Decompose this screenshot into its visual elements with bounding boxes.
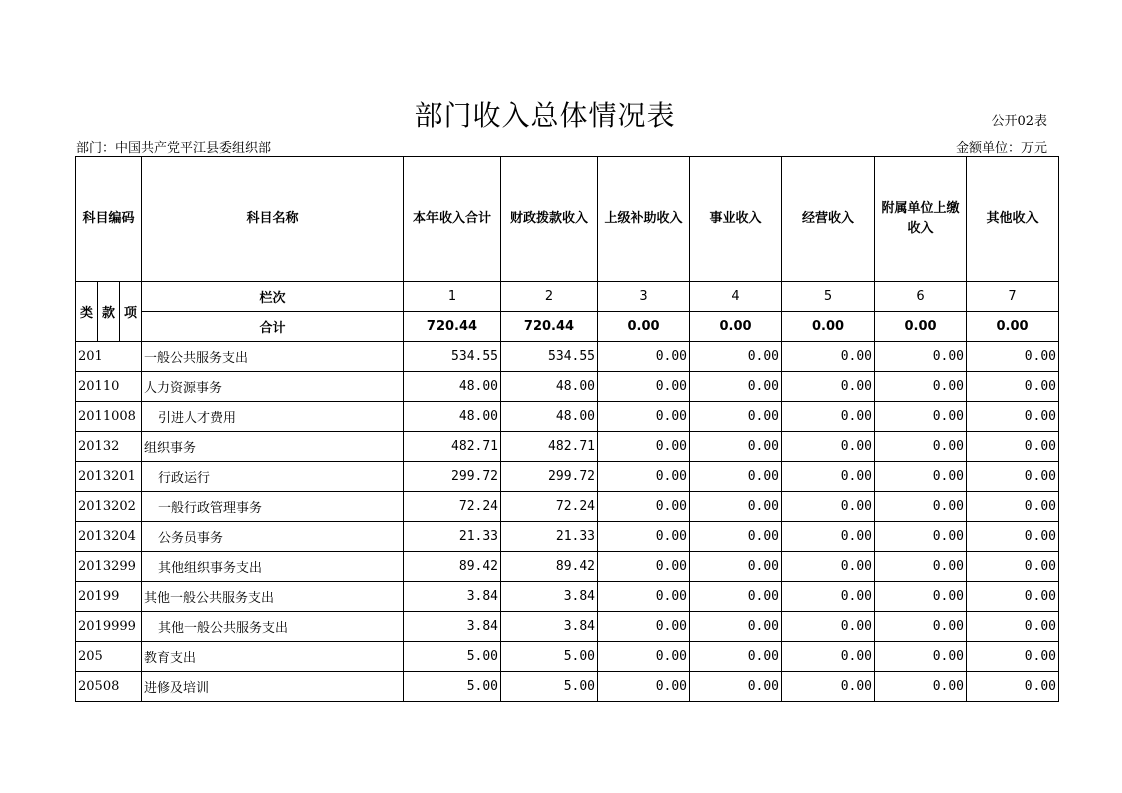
income-table bbox=[75, 156, 1059, 702]
row-value-1: 89.42 bbox=[404, 552, 501, 582]
col-num-2: 2 bbox=[501, 282, 598, 312]
row-value-6: 0.00 bbox=[875, 342, 967, 372]
row-value-7: 0.00 bbox=[967, 372, 1059, 402]
row-value-6: 0.00 bbox=[875, 612, 967, 642]
row-value-7: 0.00 bbox=[967, 342, 1059, 372]
row-name: 组织事务 bbox=[142, 432, 404, 462]
table-row bbox=[76, 402, 1059, 432]
row-value-5: 0.00 bbox=[782, 582, 875, 612]
row-value-1: 72.24 bbox=[404, 492, 501, 522]
row-value-4: 0.00 bbox=[690, 552, 782, 582]
row-code: 20199 bbox=[76, 582, 142, 612]
row-value-1: 48.00 bbox=[404, 402, 501, 432]
row-value-4: 0.00 bbox=[690, 492, 782, 522]
row-value-1: 48.00 bbox=[404, 372, 501, 402]
table-row bbox=[76, 582, 1059, 612]
row-value-7: 0.00 bbox=[967, 522, 1059, 552]
row-name: 行政运行 bbox=[142, 462, 404, 492]
row-name: 其他一般公共服务支出 bbox=[142, 612, 404, 642]
row-value-7: 0.00 bbox=[967, 552, 1059, 582]
row-value-2: 482.71 bbox=[501, 432, 598, 462]
total-value-5: 0.00 bbox=[782, 312, 875, 342]
col-num-3: 3 bbox=[598, 282, 690, 312]
row-value-3: 0.00 bbox=[598, 492, 690, 522]
row-code: 20132 bbox=[76, 432, 142, 462]
row-value-1: 482.71 bbox=[404, 432, 501, 462]
row-value-4: 0.00 bbox=[690, 432, 782, 462]
col-num-4: 4 bbox=[690, 282, 782, 312]
row-code: 2013201 bbox=[76, 462, 142, 492]
table-row bbox=[76, 552, 1059, 582]
row-value-2: 3.84 bbox=[501, 612, 598, 642]
header-xiang: 项 bbox=[120, 282, 142, 342]
header-lei: 类 bbox=[76, 282, 98, 342]
row-value-3: 0.00 bbox=[598, 642, 690, 672]
row-value-5: 0.00 bbox=[782, 402, 875, 432]
row-name: 进修及培训 bbox=[142, 672, 404, 702]
header-col-5: 经营收入 bbox=[782, 157, 875, 282]
row-value-2: 5.00 bbox=[501, 642, 598, 672]
row-value-3: 0.00 bbox=[598, 612, 690, 642]
row-value-7: 0.00 bbox=[967, 672, 1059, 702]
total-value-3: 0.00 bbox=[598, 312, 690, 342]
header-lanci: 栏次 bbox=[142, 282, 404, 312]
row-value-7: 0.00 bbox=[967, 402, 1059, 432]
table-row bbox=[76, 462, 1059, 492]
row-value-6: 0.00 bbox=[875, 522, 967, 552]
header-col-1: 本年收入合计 bbox=[404, 157, 501, 282]
total-value-1: 720.44 bbox=[404, 312, 501, 342]
header-kuan: 款 bbox=[98, 282, 120, 342]
header-col-6: 附属单位上缴收入 bbox=[875, 157, 967, 282]
total-value-7: 0.00 bbox=[967, 312, 1059, 342]
header-col-3: 上级补助收入 bbox=[598, 157, 690, 282]
row-name: 人力资源事务 bbox=[142, 372, 404, 402]
table-row bbox=[76, 672, 1059, 702]
row-value-3: 0.00 bbox=[598, 342, 690, 372]
header-col-7: 其他收入 bbox=[967, 157, 1059, 282]
row-value-4: 0.00 bbox=[690, 462, 782, 492]
unit-label: 金额单位：万元 bbox=[955, 141, 1047, 156]
row-name: 公务员事务 bbox=[142, 522, 404, 552]
row-value-5: 0.00 bbox=[782, 462, 875, 492]
row-name: 一般公共服务支出 bbox=[142, 342, 404, 372]
row-code: 205 bbox=[76, 642, 142, 672]
form-number: 公开02表 bbox=[991, 114, 1047, 129]
row-value-1: 5.00 bbox=[404, 672, 501, 702]
row-value-4: 0.00 bbox=[690, 372, 782, 402]
row-value-3: 0.00 bbox=[598, 372, 690, 402]
total-label: 合计 bbox=[142, 312, 404, 342]
row-value-4: 0.00 bbox=[690, 672, 782, 702]
row-value-4: 0.00 bbox=[690, 342, 782, 372]
row-value-2: 3.84 bbox=[501, 582, 598, 612]
row-code: 20110 bbox=[76, 372, 142, 402]
row-value-7: 0.00 bbox=[967, 492, 1059, 522]
total-value-2: 720.44 bbox=[501, 312, 598, 342]
row-value-4: 0.00 bbox=[690, 612, 782, 642]
row-value-5: 0.00 bbox=[782, 522, 875, 552]
row-value-2: 48.00 bbox=[501, 402, 598, 432]
col-num-5: 5 bbox=[782, 282, 875, 312]
row-code: 2013204 bbox=[76, 522, 142, 552]
row-value-3: 0.00 bbox=[598, 462, 690, 492]
row-value-4: 0.00 bbox=[690, 642, 782, 672]
row-value-1: 3.84 bbox=[404, 582, 501, 612]
table-row bbox=[76, 432, 1059, 462]
row-value-6: 0.00 bbox=[875, 402, 967, 432]
header-name: 科目名称 bbox=[142, 157, 404, 282]
row-value-6: 0.00 bbox=[875, 582, 967, 612]
header-col-4: 事业收入 bbox=[690, 157, 782, 282]
row-name: 引进人才费用 bbox=[142, 402, 404, 432]
row-value-2: 89.42 bbox=[501, 552, 598, 582]
table-row bbox=[76, 522, 1059, 552]
row-value-3: 0.00 bbox=[598, 522, 690, 552]
row-value-6: 0.00 bbox=[875, 372, 967, 402]
header-col-2: 财政拨款收入 bbox=[501, 157, 598, 282]
row-value-5: 0.00 bbox=[782, 492, 875, 522]
row-value-4: 0.00 bbox=[690, 582, 782, 612]
department-label: 部门：中国共产党平江县委组织部 bbox=[76, 141, 272, 156]
row-value-2: 5.00 bbox=[501, 672, 598, 702]
row-value-7: 0.00 bbox=[967, 462, 1059, 492]
table-row bbox=[76, 612, 1059, 642]
row-value-1: 3.84 bbox=[404, 612, 501, 642]
row-name: 其他组织事务支出 bbox=[142, 552, 404, 582]
row-code: 201 bbox=[76, 342, 142, 372]
row-name: 其他一般公共服务支出 bbox=[142, 582, 404, 612]
row-code: 2013299 bbox=[76, 552, 142, 582]
page-title: 部门收入总体情况表 bbox=[414, 99, 676, 132]
row-value-1: 5.00 bbox=[404, 642, 501, 672]
total-value-6: 0.00 bbox=[875, 312, 967, 342]
row-value-2: 72.24 bbox=[501, 492, 598, 522]
row-name: 一般行政管理事务 bbox=[142, 492, 404, 522]
row-value-3: 0.00 bbox=[598, 552, 690, 582]
row-value-5: 0.00 bbox=[782, 642, 875, 672]
row-value-1: 299.72 bbox=[404, 462, 501, 492]
row-value-6: 0.00 bbox=[875, 642, 967, 672]
row-value-6: 0.00 bbox=[875, 492, 967, 522]
col-num-6: 6 bbox=[875, 282, 967, 312]
col-num-1: 1 bbox=[404, 282, 501, 312]
row-value-6: 0.00 bbox=[875, 672, 967, 702]
row-value-6: 0.00 bbox=[875, 432, 967, 462]
row-code: 2013202 bbox=[76, 492, 142, 522]
row-code: 2011008 bbox=[76, 402, 142, 432]
row-name: 教育支出 bbox=[142, 642, 404, 672]
row-value-6: 0.00 bbox=[875, 462, 967, 492]
header-code: 科目编码 bbox=[76, 157, 142, 282]
row-value-5: 0.00 bbox=[782, 672, 875, 702]
row-value-5: 0.00 bbox=[782, 432, 875, 462]
row-value-5: 0.00 bbox=[782, 342, 875, 372]
row-code: 2019999 bbox=[76, 612, 142, 642]
col-num-7: 7 bbox=[967, 282, 1059, 312]
row-value-3: 0.00 bbox=[598, 672, 690, 702]
total-value-4: 0.00 bbox=[690, 312, 782, 342]
row-code: 20508 bbox=[76, 672, 142, 702]
row-value-2: 299.72 bbox=[501, 462, 598, 492]
row-value-5: 0.00 bbox=[782, 612, 875, 642]
row-value-2: 21.33 bbox=[501, 522, 598, 552]
table-row bbox=[76, 372, 1059, 402]
row-value-7: 0.00 bbox=[967, 582, 1059, 612]
row-value-7: 0.00 bbox=[967, 612, 1059, 642]
row-value-5: 0.00 bbox=[782, 552, 875, 582]
row-value-2: 534.55 bbox=[501, 342, 598, 372]
row-value-3: 0.00 bbox=[598, 582, 690, 612]
row-value-3: 0.00 bbox=[598, 432, 690, 462]
row-value-7: 0.00 bbox=[967, 432, 1059, 462]
row-value-6: 0.00 bbox=[875, 552, 967, 582]
row-value-3: 0.00 bbox=[598, 402, 690, 432]
table-row bbox=[76, 492, 1059, 522]
row-value-2: 48.00 bbox=[501, 372, 598, 402]
row-value-5: 0.00 bbox=[782, 372, 875, 402]
row-value-1: 534.55 bbox=[404, 342, 501, 372]
table-row bbox=[76, 342, 1059, 372]
table-row bbox=[76, 642, 1059, 672]
row-value-4: 0.00 bbox=[690, 402, 782, 432]
row-value-4: 0.00 bbox=[690, 522, 782, 552]
row-value-1: 21.33 bbox=[404, 522, 501, 552]
row-value-7: 0.00 bbox=[967, 642, 1059, 672]
